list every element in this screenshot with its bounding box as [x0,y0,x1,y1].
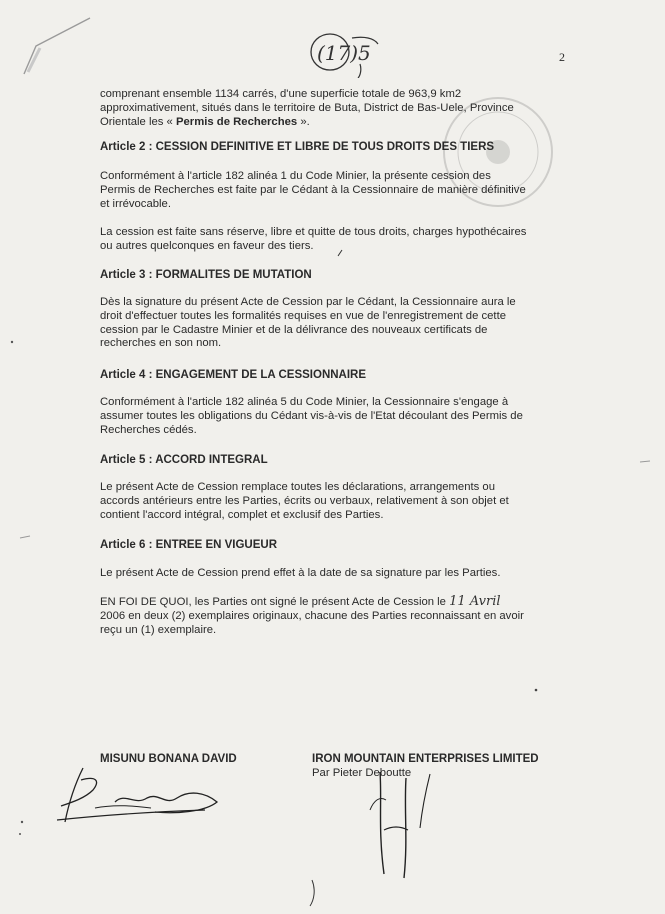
corner-crease-mark [22,16,92,76]
article-6-heading: Article 6 : ENTREE EN VIGUEUR [100,539,278,551]
article-4-paragraph: Conformément à l'article 182 alinéa 5 du Code Minier, la Cessionnaire s'engage à assumer toutes les obligations du Cédant vis-à-vis de l'Etat découlant des Permis de Recherches cédés. [100,396,523,436]
page-number: 2 [559,50,565,64]
right-signatory-representative: Par Pieter Deboutte [312,767,412,779]
article-2-paragraph-1: Conformément à l'article 182 alinéa 1 du Code Minier, la présente cession des Permis de Recherches est faite par le Cédant à la Cessionnaire de manière définitive et irrévocable. [100,170,526,210]
handwritten-reference-mark [308,30,388,78]
handwritten-date: 11 Avril [449,594,501,609]
article-3-heading: Article 3 : FORMALITES DE MUTATION [100,269,312,281]
closing-line-1: EN FOI DE QUOI, les Parties ont signé le présent Acte de Cession le 11 Avril [100,594,501,609]
article-3-paragraph: Dès la signature du présent Acte de Cession par le Cédant, la Cessionnaire aura le droit d'effectuer toutes les formalités requises en vue de l'enregistrement de cette cession par le Cadastre Minier et de la délivrance des nouveaux certificats de recherches en son nom. [100,296,516,350]
article-2-paragraph-2: La cession est faite sans réserve, libre et quitte de tous droits, charges hypothécaires ou autres quelconques en faveur des tiers. [100,226,527,252]
article-4-heading: Article 4 : ENGAGEMENT DE LA CESSIONNAIRE [100,369,367,381]
handwritten-reference-text: (17)5 [317,41,371,65]
permis-term: Permis de Recherches [175,115,298,128]
intro-line: comprenant ensemble 1134 carrés, d'une superficie totale de 963,9 km2 [100,88,462,100]
article-5-paragraph: Le présent Acte de Cession remplace toutes les déclarations, arrangements ou accords antérieurs entre les Parties, écrits ou verbaux, relativement à son objet et contient l'accord intégral, complet et exclusif des Parties. [100,481,509,521]
closing-paragraph: EN FOI DE QUOI, les Parties ont signé le présent Acte de Cession le 11 Avril 2006 en deux (2) exemplaires originaux, chacune des Parties reconnaissant en avoir reçu un (1) exemplaire. [100,595,566,637]
left-handwritten-signature [55,762,225,832]
article-5-heading: Article 5 : ACCORD INTEGRAL [100,454,268,466]
intro-line: approximativement, situés dans le territoire de Buta, District de Bas-Uele, Province [100,101,514,114]
right-signatory-name: IRON MOUNTAIN ENTERPRISES LIMITED [312,753,539,765]
article-2-heading: Article 2 : CESSION DEFINITIVE ET LIBRE DE TOUS DROITS DES TIERS [100,141,495,153]
intro-paragraph [100,88,566,129]
left-signatory-name: MISUNU BONANA DAVID [100,753,237,765]
intro-line: Orientale les « Permis de Recherches ». [100,115,310,128]
right-handwritten-signature [360,770,450,880]
article-6-paragraph: Le présent Acte de Cession prend effet à la date de sa signature par les Parties. [100,567,501,579]
